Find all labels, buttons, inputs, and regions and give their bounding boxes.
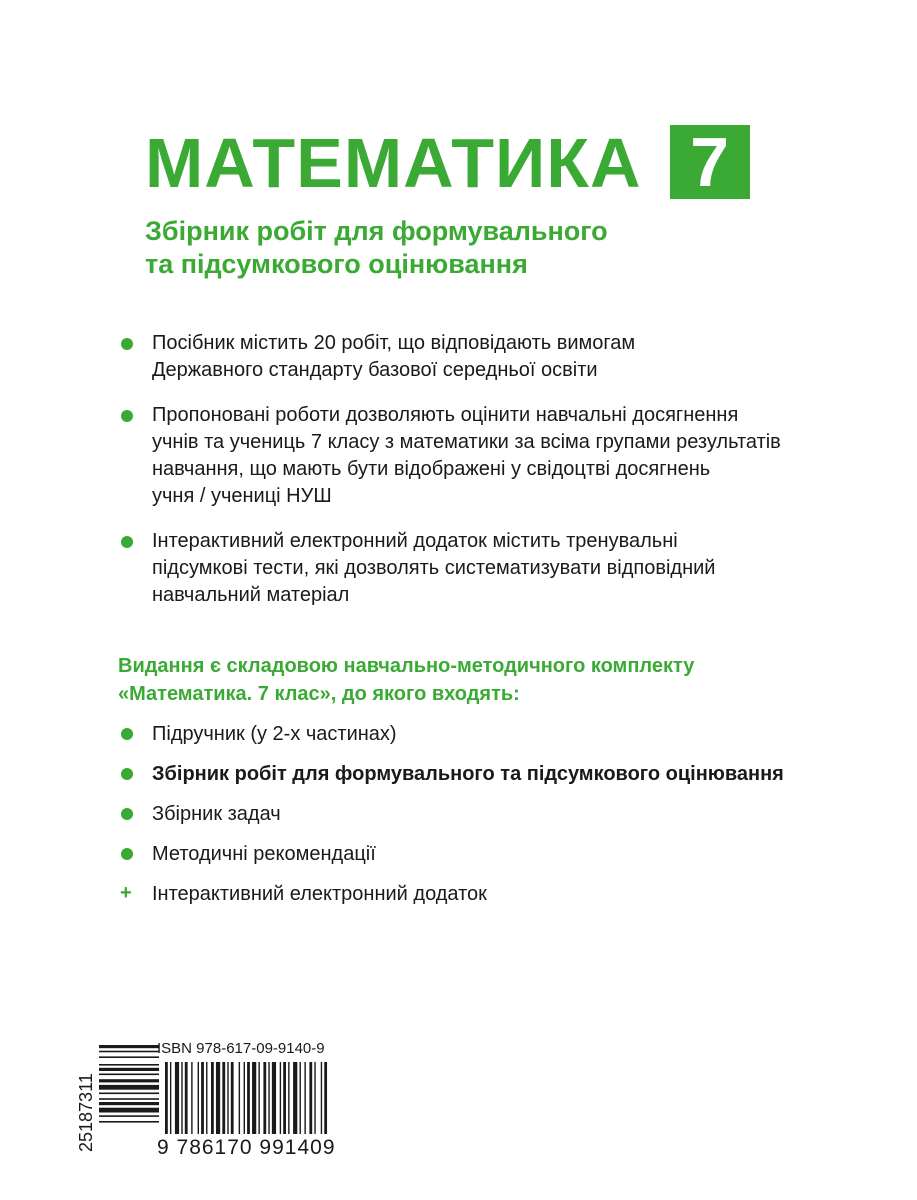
bullet-dot-icon (121, 338, 133, 350)
ean-number: 9 786170 991409 (157, 1136, 336, 1159)
kit-item-textbook (118, 720, 878, 760)
feature-line: навчальний матеріал (152, 584, 350, 606)
feature-item (118, 330, 838, 384)
bullet-dot-icon (121, 536, 133, 548)
bullet-dot-icon (121, 768, 133, 780)
book-title: МАТЕМАТИКА (145, 124, 642, 202)
feature-line: Пропоновані роботи дозволяють оцінити навчальні досягнення (152, 404, 739, 426)
isbn-label: ISBN 978-617-09-9140-9 (157, 1040, 325, 1057)
bullet-dot-icon (121, 808, 133, 820)
feature-line: учня / учениці НУШ (152, 485, 332, 507)
feature-line: навчання, що мають бути відображені у свідоцтві досягнень (152, 458, 711, 480)
subtitle-line: та підсумкового оцінювання (145, 249, 528, 279)
kit-item-label: Збірник робіт для формувального та підсумкового оцінювання (152, 763, 784, 785)
kit-item-label: Підручник (у 2-х частинах) (152, 723, 397, 745)
kit-item-label: Методичні рекомендації (152, 843, 376, 865)
kit-heading (118, 652, 838, 708)
title-row (145, 125, 750, 201)
feature-line: Державного стандарту базової середньої освіти (152, 359, 598, 381)
kit-item-methods (118, 840, 878, 880)
grade-badge: 7 (670, 125, 750, 199)
feature-line: Посібник містить 20 робіт, що відповідають вимогам (152, 332, 636, 354)
barcode-icon (165, 1062, 345, 1134)
kit-item-label: Збірник задач (152, 803, 281, 825)
feature-line: підсумкові тести, які дозволять систематизувати відповідний (152, 557, 716, 579)
kit-heading-line: «Математика. 7 клас», до якого входять: (118, 683, 520, 705)
feature-line: Інтерактивний електронний додаток містить тренувальні (152, 530, 678, 552)
bullet-dot-icon (121, 728, 133, 740)
feature-line: учнів та учениць 7 класу з математики за всіма групами результатів (152, 431, 781, 453)
plus-icon: + (120, 882, 132, 904)
side-code: 25187311 (76, 1073, 96, 1152)
kit-item-label: Інтерактивний електронний додаток (152, 883, 487, 905)
kit-item-assessment (118, 760, 878, 800)
kit-list (118, 720, 878, 920)
book-subtitle (145, 215, 765, 281)
bullet-dot-icon (121, 410, 133, 422)
feature-item (118, 402, 838, 510)
bullet-dot-icon (121, 848, 133, 860)
subtitle-line: Збірник робіт для формувального (145, 216, 608, 246)
kit-item-interactive (118, 880, 878, 920)
feature-list (118, 330, 838, 627)
side-barcode-icon (99, 1045, 159, 1155)
kit-item-problems (118, 800, 878, 840)
kit-heading-line: Видання є складовою навчально-методичного комплекту (118, 655, 695, 677)
barcode-block (75, 1040, 375, 1165)
feature-item (118, 528, 838, 609)
